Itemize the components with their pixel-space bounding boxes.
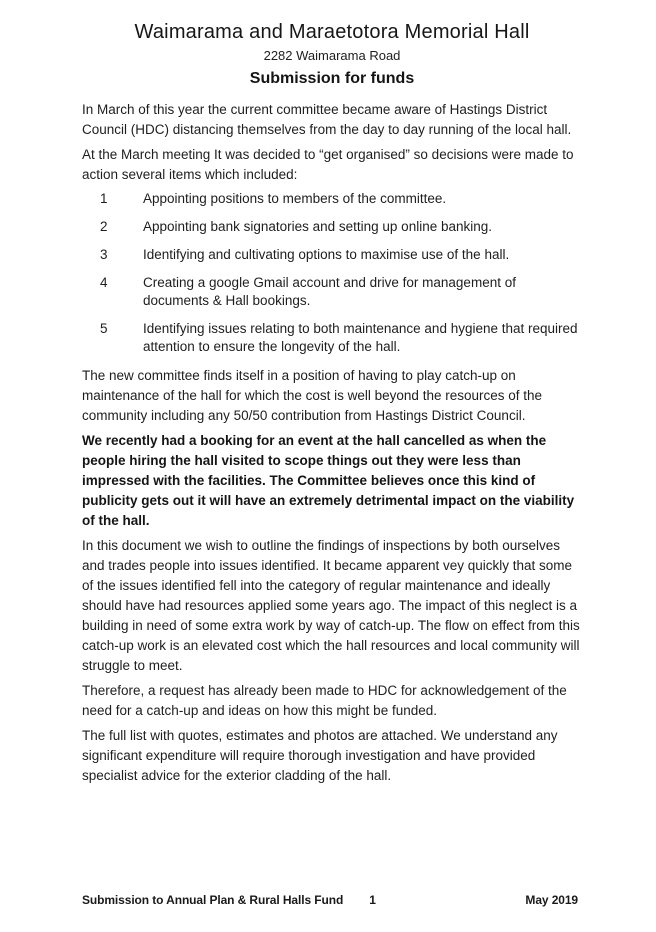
paragraph-catch-up: The new committee finds itself in a position of having to play catch-up on maintenance of the hall for which the cost is well beyond the resources of the community including any 50/50 contribution from Hastings District Council. bbox=[82, 368, 543, 423]
list-item bbox=[82, 218, 582, 236]
list-item bbox=[82, 246, 582, 264]
page-footer bbox=[82, 893, 578, 907]
footer-page-number: 1 bbox=[369, 893, 376, 907]
list-item-text: Creating a google Gmail account and drive for management of documents & Hall bookings. bbox=[143, 275, 516, 308]
list-item-text: Identifying and cultivating options to maximise use of the hall. bbox=[143, 247, 510, 262]
footer-document-name: Submission to Annual Plan & Rural Halls Fund bbox=[82, 893, 344, 907]
footer-date: May 2019 bbox=[525, 893, 578, 907]
list-item-text: Appointing bank signatories and setting up online banking. bbox=[143, 219, 493, 234]
paragraph-full-list-attached: The full list with quotes, estimates and photos are attached. We understand any significant expenditure will require thorough investigation and have provided specialist advice for the exterior cladding of the hall. bbox=[82, 728, 558, 783]
list-item bbox=[82, 190, 582, 208]
list-item-number: 4 bbox=[100, 275, 108, 290]
paragraph-booking-cancelled: We recently had a booking for an event at the hall cancelled as when the people hiring the hall visited to scope things out they were less than impressed with the facilities. The Committee believes once this kind of publicity gets out it will have an extremely detrimental impact on the viability of the hall. bbox=[82, 433, 575, 528]
document-content bbox=[82, 20, 582, 791]
list-item-number: 3 bbox=[100, 247, 108, 262]
list-item-number: 1 bbox=[100, 191, 108, 206]
list-item-text: Identifying issues relating to both maintenance and hygiene that required attention to ensure the longevity of the hall. bbox=[143, 321, 578, 354]
list-item-text: Appointing positions to members of the committee. bbox=[143, 191, 447, 206]
paragraph-intro-hdc: In March of this year the current committee became aware of Hastings District Council (HDC) distancing themselves from the day to day running of the local hall. bbox=[82, 102, 572, 137]
paragraph-march-meeting: At the March meeting It was decided to “get organised” so decisions were made to action several items which included: bbox=[82, 147, 574, 182]
numbered-list bbox=[82, 190, 582, 356]
paragraph-request-to-hdc: Therefore, a request has already been made to HDC for acknowledgement of the need for a catch-up and ideas on how this might be funded. bbox=[82, 683, 567, 718]
list-item-number: 5 bbox=[100, 321, 108, 336]
list-item bbox=[82, 274, 582, 310]
list-item-number: 2 bbox=[100, 219, 108, 234]
document-address: 2282 Waimarama Road bbox=[263, 48, 401, 63]
document-subtitle: Submission for funds bbox=[249, 70, 415, 87]
paragraph-inspection-findings: In this document we wish to outline the findings of inspections by both ourselves and trades people into issues identified. It became apparent vey quickly that some of the issues identified fell into the category of regular maintenance and ideally should have had resources applied some years ago. The impact of this neglect is a building in need of some extra work by way of catch-up. The flow on effect from this catch-up work is an elevated cost which the hall resources and local community will struggle to meet. bbox=[82, 538, 580, 673]
document-title: Waimarama and Maraetotora Memorial Hall bbox=[134, 21, 530, 43]
list-item bbox=[82, 320, 582, 356]
